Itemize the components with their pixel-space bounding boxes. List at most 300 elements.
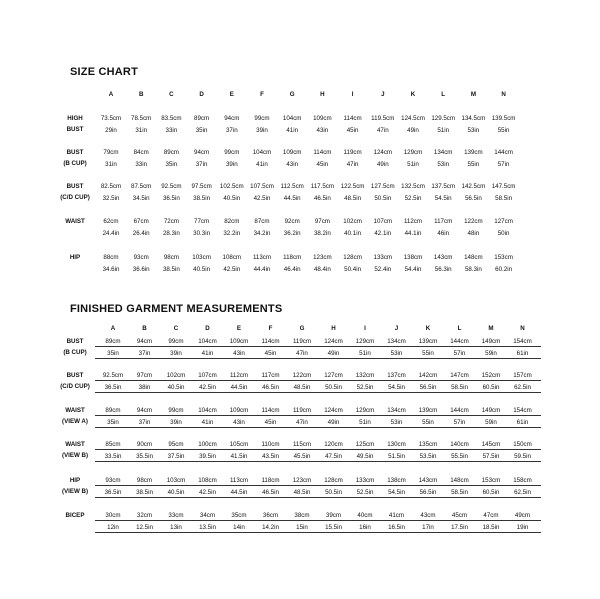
cell-in: 57in <box>442 419 478 428</box>
size-chart-title: SIZE CHART <box>70 66 138 78</box>
cell-cm: 99cm <box>224 149 240 156</box>
row-label: HIGH <box>67 115 83 122</box>
cell-in: 16in <box>347 524 383 533</box>
cell-in: 48.4in <box>313 266 331 273</box>
cell-cm: 98cm <box>127 477 163 486</box>
cell-cm: 114cm <box>253 407 289 416</box>
cell-cm: 138cm <box>379 477 415 486</box>
cell-cm: 89cm <box>95 338 131 347</box>
cell-cm: 102cm <box>343 218 362 225</box>
cell-in: 46.5in <box>253 384 289 393</box>
cell-in: 13.5in <box>190 524 226 533</box>
cell-cm: 149cm <box>473 338 509 347</box>
cell-in: 51in <box>347 350 383 359</box>
cell-cm: 47cm <box>473 512 509 521</box>
cell-in: 58.5in <box>442 384 478 393</box>
cell-in: 60.2in <box>495 266 513 273</box>
cell-cm: 93cm <box>133 254 149 261</box>
cell-cm: 99cm <box>158 407 194 416</box>
cell-in: 43in <box>221 350 257 359</box>
cell-in: 33.5in <box>95 453 131 462</box>
cell-cm: 119.5cm <box>371 115 395 122</box>
cell-in: 29in <box>105 127 117 134</box>
cell-cm: 117cm <box>434 218 453 225</box>
cell-in: 56.3in <box>434 266 452 273</box>
cell-in: 38.5in <box>127 489 163 498</box>
cell-cm: 88cm <box>103 254 119 261</box>
cell-in: 48in <box>467 230 480 237</box>
cell-cm: 139cm <box>410 407 446 416</box>
cell-in: 16.5in <box>379 524 415 533</box>
cell-cm: 119cm <box>284 407 320 416</box>
cell-in: 17in <box>410 524 446 533</box>
cell-in: 46in <box>437 230 450 237</box>
cell-cm: 128cm <box>316 477 352 486</box>
cell-in: 46.5in <box>313 195 331 202</box>
column-header-m: M <box>470 91 476 98</box>
cell-in: 35in <box>195 127 208 134</box>
cell-in: 58.3in <box>464 266 482 273</box>
cell-cm: 123cm <box>313 254 332 261</box>
cell-in: 33in <box>135 161 148 168</box>
cell-cm: 87cm <box>254 218 270 225</box>
row-label: WAIST <box>65 218 85 225</box>
cell-in: 50.5in <box>316 384 352 393</box>
cell-cm: 49cm <box>505 512 541 521</box>
cell-cm: 144cm <box>442 407 478 416</box>
cell-cm: 115cm <box>284 441 320 450</box>
cell-in: 52.5in <box>347 384 383 393</box>
cell-in: 40.5in <box>158 384 194 393</box>
cell-cm: 117.5cm <box>310 183 335 190</box>
cell-in: 45in <box>253 419 289 428</box>
cell-cm: 113cm <box>221 477 257 486</box>
cell-in: 43in <box>286 161 299 168</box>
cell-cm: 122cm <box>284 372 320 381</box>
cell-in: 31in <box>105 161 117 168</box>
cell-in: 47.5in <box>316 453 352 462</box>
cell-in: 32.5in <box>102 195 120 202</box>
cell-cm: 97.5cm <box>191 183 212 190</box>
cell-cm: 82.5cm <box>100 183 122 190</box>
cell-cm: 110cm <box>253 441 289 450</box>
cell-in: 43in <box>221 419 257 428</box>
cell-cm: 127.5cm <box>370 183 395 190</box>
cell-in: 42.1in <box>374 230 392 237</box>
cell-in: 53in <box>379 419 415 428</box>
cell-in: 17.5in <box>442 524 478 533</box>
cell-cm: 122cm <box>464 218 483 225</box>
cell-in: 45in <box>253 350 289 359</box>
cell-in: 53.5in <box>410 453 446 462</box>
cell-in: 45in <box>346 127 359 134</box>
cell-cm: 94cm <box>127 407 163 416</box>
cell-in: 42.5in <box>190 384 226 393</box>
cell-cm: 142cm <box>410 372 446 381</box>
cell-cm: 107cm <box>190 372 226 381</box>
cell-cm: 104cm <box>190 338 226 347</box>
cell-cm: 157cm <box>505 372 541 381</box>
cell-in: 55in <box>410 350 446 359</box>
cell-cm: 97cm <box>314 218 330 225</box>
cell-in: 59in <box>473 419 509 428</box>
cell-in: 44.5in <box>221 489 257 498</box>
cell-in: 40.5in <box>223 195 241 202</box>
cell-cm: 107.5cm <box>250 183 274 190</box>
cell-cm: 148cm <box>464 254 483 261</box>
cell-cm: 148cm <box>442 477 478 486</box>
cell-cm: 90cm <box>127 441 163 450</box>
column-header-h: H <box>331 325 336 332</box>
cell-cm: 38cm <box>284 512 320 521</box>
row-label: BUST <box>66 338 84 345</box>
cell-cm: 94cm <box>194 149 210 156</box>
cell-in: 59in <box>473 350 509 359</box>
cell-cm: 140cm <box>442 441 478 450</box>
cell-in: 14in <box>221 524 257 533</box>
cell-cm: 78.5cm <box>131 115 152 122</box>
cell-in: 48.5in <box>344 195 362 202</box>
cell-in: 41in <box>190 419 226 428</box>
cell-in: 35in <box>95 350 131 359</box>
cell-in: 41.5in <box>221 453 257 462</box>
cell-in: 36.5in <box>95 384 131 393</box>
cell-cm: 79cm <box>103 149 119 156</box>
cell-in: 43in <box>316 127 329 134</box>
cell-cm: 107cm <box>373 218 393 225</box>
cell-cm: 72cm <box>163 218 179 225</box>
cell-in: 38.5in <box>193 195 211 202</box>
cell-cm: 33cm <box>158 512 194 521</box>
cell-in: 49in <box>376 161 389 168</box>
finished-garment-title: FINISHED GARMENT MEASUREMENTS <box>70 303 283 315</box>
cell-cm: 125cm <box>347 441 383 450</box>
cell-cm: 134cm <box>379 338 415 347</box>
cell-in: 54.5in <box>379 384 415 393</box>
column-header-b: B <box>138 91 144 98</box>
cell-in: 53in <box>437 161 450 168</box>
row-label: (C/D CUP) <box>60 383 90 390</box>
row-label: (B CUP) <box>63 349 87 356</box>
row-label: BUST <box>66 149 84 156</box>
cell-in: 24.4in <box>102 230 120 237</box>
cell-in: 47in <box>284 419 320 428</box>
cell-cm: 137.5cm <box>431 183 456 190</box>
cell-cm: 129cm <box>347 407 383 416</box>
cell-in: 38in <box>127 384 163 393</box>
cell-cm: 129cm <box>403 149 423 156</box>
cell-in: 56.5in <box>410 384 446 393</box>
cell-cm: 92.5cm <box>95 372 131 381</box>
cell-cm: 120cm <box>316 441 352 450</box>
row-label: BUST <box>66 372 84 379</box>
cell-in: 39in <box>225 161 238 168</box>
cell-in: 38.5in <box>162 266 180 273</box>
cell-in: 32.2in <box>223 230 241 237</box>
cell-cm: 102.5cm <box>219 183 244 190</box>
row-label: (VIEW B) <box>61 452 89 459</box>
cell-cm: 77cm <box>194 218 210 225</box>
row-label: BICEP <box>65 512 85 519</box>
cell-cm: 118cm <box>283 254 302 261</box>
cell-in: 28.3in <box>162 230 180 237</box>
cell-in: 50.5in <box>374 195 392 202</box>
cell-in: 31in <box>135 127 148 134</box>
cell-in: 36.5in <box>162 195 180 202</box>
cell-cm: 73.5cm <box>100 115 122 122</box>
cell-cm: 97cm <box>127 372 163 381</box>
column-header-e: E <box>236 325 242 332</box>
cell-cm: 132.5cm <box>401 183 425 190</box>
cell-cm: 139cm <box>410 338 446 347</box>
row-label: (VIEW A) <box>62 418 88 425</box>
cell-in: 50in <box>497 230 510 237</box>
cell-in: 13in <box>158 524 194 533</box>
cell-in: 55in <box>467 161 480 168</box>
column-header-a: A <box>108 91 114 98</box>
cell-in: 44.1in <box>404 230 422 237</box>
cell-cm: 99cm <box>158 338 194 347</box>
cell-in: 47in <box>376 127 389 134</box>
cell-cm: 83.5cm <box>161 115 182 122</box>
cell-cm: 89cm <box>194 115 210 122</box>
cell-in: 18.5in <box>473 524 509 533</box>
cell-cm: 112.5cm <box>280 183 304 190</box>
cell-in: 14.2in <box>253 524 289 533</box>
cell-in: 55in <box>497 127 510 134</box>
cell-cm: 92cm <box>284 218 300 225</box>
cell-in: 46.4in <box>283 266 301 273</box>
cell-cm: 35cm <box>221 512 257 521</box>
row-label: (C/D CUP) <box>60 194 90 201</box>
cell-in: 39in <box>158 350 194 359</box>
cell-in: 40.5in <box>193 266 211 273</box>
cell-cm: 103cm <box>192 254 211 261</box>
cell-in: 12.5in <box>127 524 163 533</box>
cell-in: 55in <box>410 419 446 428</box>
cell-in: 62.5in <box>505 489 541 498</box>
row-label: HIP <box>69 477 81 484</box>
cell-cm: 127cm <box>316 372 352 381</box>
cell-cm: 142.5cm <box>461 183 486 190</box>
cell-in: 56.5in <box>410 489 446 498</box>
column-header-d: D <box>205 325 210 332</box>
cell-in: 50.4in <box>344 266 362 273</box>
cell-cm: 105cm <box>221 441 257 450</box>
column-header-a: A <box>110 325 116 332</box>
cell-cm: 32cm <box>127 512 163 521</box>
cell-in: 53in <box>379 350 415 359</box>
cell-cm: 104cm <box>190 407 226 416</box>
cell-cm: 109cm <box>221 338 257 347</box>
cell-in: 41in <box>286 127 299 134</box>
cell-cm: 129.5cm <box>431 115 456 122</box>
cell-in: 39in <box>158 419 194 428</box>
cell-cm: 93cm <box>95 477 131 486</box>
cell-in: 39in <box>256 127 268 134</box>
column-header-n: N <box>501 91 506 98</box>
cell-in: 47in <box>346 161 359 168</box>
cell-cm: 112cm <box>221 372 257 381</box>
cell-cm: 130cm <box>379 441 415 450</box>
cell-cm: 135cm <box>410 441 446 450</box>
cell-in: 53in <box>467 127 480 134</box>
cell-cm: 109cm <box>221 407 257 416</box>
cell-cm: 139.5cm <box>491 115 516 122</box>
cell-in: 50.5in <box>316 489 352 498</box>
cell-cm: 30cm <box>95 512 131 521</box>
cell-in: 33in <box>165 127 178 134</box>
cell-in: 15in <box>284 524 320 533</box>
cell-cm: 124.5cm <box>401 115 425 122</box>
cell-in: 56.5in <box>464 195 482 202</box>
cell-cm: 128cm <box>343 254 362 261</box>
cell-cm: 158cm <box>505 477 541 486</box>
column-header-f: F <box>260 91 264 98</box>
cell-cm: 143cm <box>433 254 453 261</box>
cell-in: 39.5in <box>190 453 226 462</box>
cell-in: 19in <box>505 524 541 533</box>
cell-in: 45in <box>316 161 329 168</box>
cell-cm: 45cm <box>442 512 478 521</box>
cell-cm: 36cm <box>253 512 289 521</box>
cell-cm: 104cm <box>282 115 302 122</box>
column-header-i: I <box>351 91 354 98</box>
cell-in: 41in <box>190 350 226 359</box>
cell-in: 42.5in <box>253 195 271 202</box>
cell-cm: 109cm <box>313 115 332 122</box>
cell-cm: 122.5cm <box>340 183 365 190</box>
column-header-j: J <box>394 325 399 332</box>
cell-cm: 154cm <box>505 407 541 416</box>
cell-cm: 85cm <box>95 441 131 450</box>
cell-cm: 123cm <box>284 477 320 486</box>
cell-cm: 153cm <box>473 477 509 486</box>
cell-cm: 89cm <box>95 407 131 416</box>
cell-in: 40.1in <box>344 230 362 237</box>
cell-cm: 103cm <box>158 477 194 486</box>
cell-cm: 134.5cm <box>461 115 486 122</box>
cell-in: 15.5in <box>316 524 352 533</box>
cell-in: 52.5in <box>404 195 422 202</box>
cell-in: 30.3in <box>193 230 211 237</box>
cell-in: 51in <box>437 127 450 134</box>
cell-cm: 84cm <box>133 149 149 156</box>
cell-cm: 144cm <box>442 338 478 347</box>
cell-cm: 147cm <box>442 372 478 381</box>
cell-cm: 119cm <box>284 338 320 347</box>
row-label: WAIST <box>65 407 85 414</box>
cell-in: 54.5in <box>379 489 415 498</box>
cell-cm: 40cm <box>347 512 383 521</box>
column-header-j: J <box>381 91 385 98</box>
cell-in: 46.5in <box>253 489 289 498</box>
cell-cm: 108cm <box>222 254 242 261</box>
cell-in: 35.5in <box>127 453 163 462</box>
cell-in: 48.5in <box>284 384 320 393</box>
cell-in: 12in <box>95 524 131 533</box>
cell-cm: 124cm <box>316 407 352 416</box>
cell-cm: 114cm <box>313 149 332 156</box>
cell-in: 60.5in <box>473 489 509 498</box>
cell-cm: 147.5cm <box>491 183 516 190</box>
cell-in: 54.5in <box>434 195 452 202</box>
cell-cm: 114cm <box>343 115 362 122</box>
cell-in: 37in <box>127 419 163 428</box>
column-header-d: D <box>199 91 204 98</box>
cell-in: 37in <box>195 161 208 168</box>
cell-in: 35in <box>95 419 131 428</box>
cell-cm: 145cm <box>473 441 509 450</box>
column-header-i: I <box>364 325 366 332</box>
cell-cm: 150cm <box>505 441 541 450</box>
cell-cm: 95cm <box>158 441 194 450</box>
cell-in: 38.2in <box>313 230 331 237</box>
cell-cm: 124cm <box>316 338 352 347</box>
cell-cm: 92.5cm <box>161 183 182 190</box>
cell-in: 49in <box>316 350 352 359</box>
cell-in: 58.5in <box>442 489 478 498</box>
cell-in: 61in <box>505 419 541 428</box>
cell-cm: 34cm <box>190 512 226 521</box>
cell-cm: 62cm <box>103 218 119 225</box>
cell-in: 44.4in <box>253 266 271 273</box>
column-header-f: F <box>268 325 273 332</box>
cell-cm: 100cm <box>190 441 226 450</box>
cell-cm: 82cm <box>224 218 240 225</box>
cell-cm: 153cm <box>494 254 513 261</box>
cell-in: 36.6in <box>132 266 150 273</box>
column-header-c: C <box>173 325 179 332</box>
cell-cm: 43cm <box>410 512 446 521</box>
cell-in: 51in <box>407 161 419 168</box>
cell-in: 49in <box>316 419 352 428</box>
cell-cm: 134cm <box>379 407 415 416</box>
column-header-m: M <box>488 325 494 332</box>
column-header-n: N <box>520 325 525 332</box>
cell-in: 57in <box>497 161 510 168</box>
cell-in: 26.4in <box>132 230 150 237</box>
cell-in: 36.2in <box>283 230 301 237</box>
cell-cm: 127cm <box>494 218 513 225</box>
cell-cm: 132cm <box>347 372 383 381</box>
cell-in: 48.5in <box>284 489 320 498</box>
cell-cm: 102cm <box>158 372 194 381</box>
cell-in: 34.2in <box>253 230 271 237</box>
cell-cm: 114cm <box>253 338 289 347</box>
cell-cm: 39cm <box>316 512 352 521</box>
cell-in: 36.5in <box>95 489 131 498</box>
cell-in: 49.5in <box>347 453 383 462</box>
cell-in: 52.5in <box>347 489 383 498</box>
column-header-k: K <box>410 91 416 98</box>
cell-cm: 113cm <box>252 254 272 261</box>
cell-cm: 119cm <box>343 149 362 156</box>
cell-in: 44.5in <box>283 195 301 202</box>
cell-cm: 89cm <box>163 149 179 156</box>
column-header-l: L <box>441 91 446 98</box>
cell-in: 34.5in <box>132 195 150 202</box>
cell-cm: 149cm <box>473 407 509 416</box>
cell-cm: 124cm <box>373 149 393 156</box>
cell-in: 41in <box>256 161 268 168</box>
column-header-k: K <box>425 325 431 332</box>
cell-in: 51in <box>347 419 383 428</box>
cell-cm: 152cm <box>473 372 509 381</box>
cell-cm: 99cm <box>254 115 270 122</box>
cell-cm: 133cm <box>347 477 383 486</box>
cell-cm: 98cm <box>163 254 179 261</box>
